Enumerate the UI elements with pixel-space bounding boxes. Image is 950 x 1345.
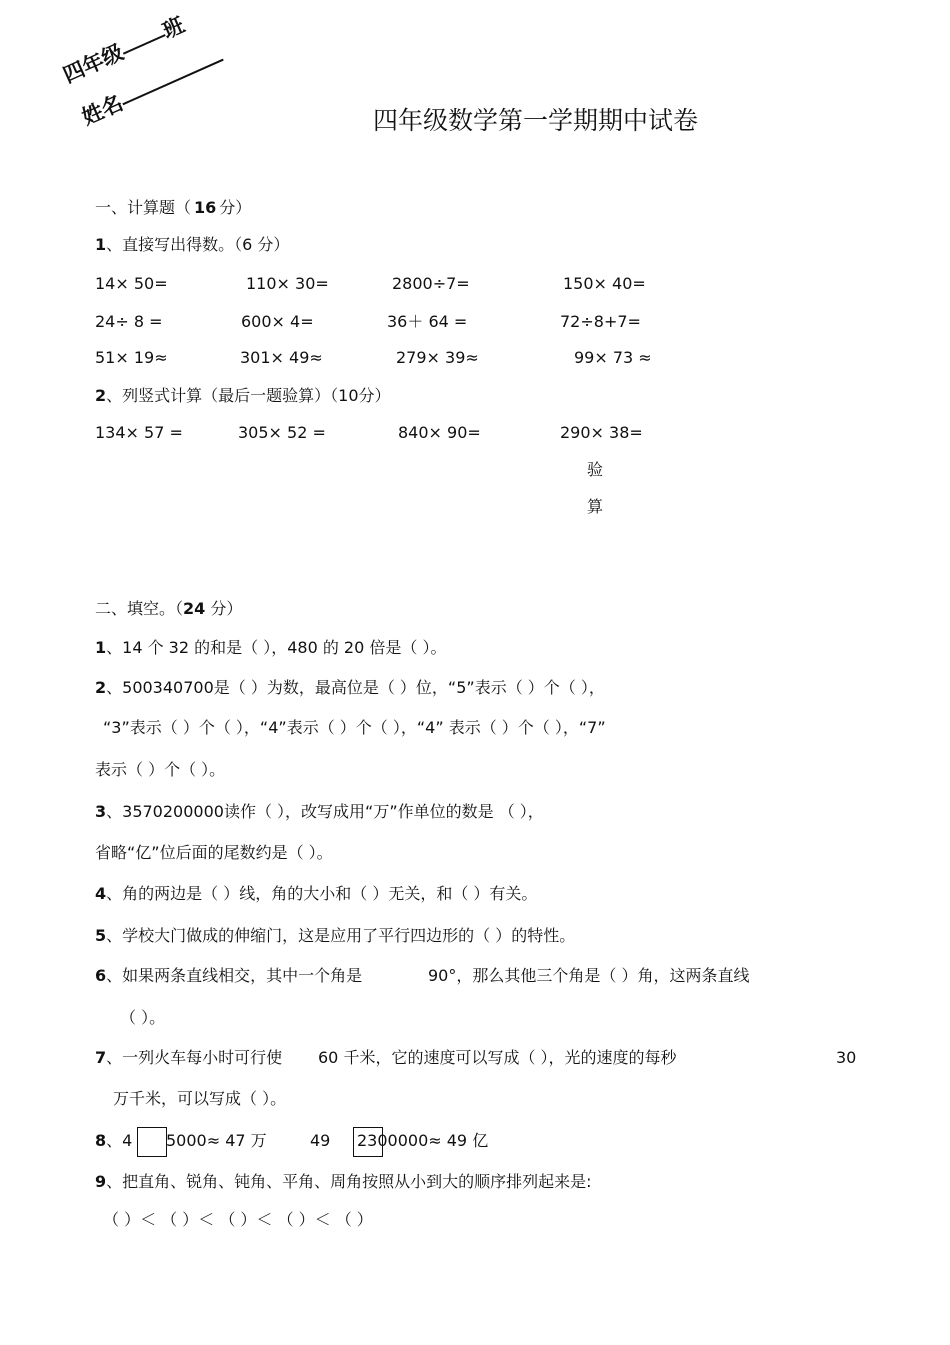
s2-q8-number: 8: [95, 1131, 107, 1150]
name-label: 姓名: [78, 90, 127, 130]
section1-title: 一、计算题（: [95, 198, 192, 217]
section2-title: 二、填空。（: [95, 599, 184, 618]
s1-q1-text: 、直接写出得数。（6 分）: [106, 235, 290, 254]
calc-item: 600× 4=: [241, 312, 314, 331]
answer-box-1[interactable]: [137, 1127, 167, 1157]
s1-question-2: [95, 388, 391, 404]
vertical-calc-item: 305× 52 =: [238, 423, 326, 442]
s2-question-6-line2: （ ）。: [120, 1008, 166, 1027]
s1-q1-number: 1: [95, 235, 107, 254]
s2-question-9: [95, 1174, 592, 1190]
s2-q4-number: 4: [95, 884, 107, 903]
s1-q2-text: 、列竖式计算（最后一题验算）（10分）: [106, 386, 391, 405]
s2-q8-part2: 5000≈ 47 万: [166, 1131, 267, 1150]
s2-question-9-line2: （ ）＜ （ ）＜ （ ）＜ （ ）＜ （ ）: [103, 1210, 373, 1229]
check-label-2: 算: [587, 497, 604, 516]
section2-title-end: 分）: [205, 599, 243, 618]
vertical-calc-item: 840× 90=: [398, 423, 481, 442]
class-name-stamp: [58, 0, 234, 146]
s2-question-7-line1: [95, 1050, 282, 1066]
s2-q9-number: 9: [95, 1172, 107, 1191]
s2-question-7-line2: 万千米，可以写成（ ）。: [113, 1089, 287, 1108]
vertical-calc-item: 134× 57 =: [95, 423, 183, 442]
s2-q8-part4: 2300000≈ 49 亿: [357, 1131, 489, 1150]
grade-label: 四年级: [59, 40, 127, 88]
s2-q3-number: 3: [95, 802, 107, 821]
s2-q7-line1c: 30: [836, 1048, 857, 1067]
s2-q1-text: 、14 个 32 的和是（ ），480 的 20 倍是（ ）。: [106, 638, 447, 657]
s2-q1-number: 1: [95, 638, 107, 657]
s2-question-2-line1: [95, 680, 605, 696]
s2-q7-number: 7: [95, 1048, 107, 1067]
calc-item: 2800÷7=: [392, 274, 470, 293]
s2-question-3-line1: [95, 804, 544, 820]
s2-q8-part1: 、4: [106, 1131, 133, 1150]
calc-item: 279× 39≈: [396, 348, 479, 367]
calc-item: 150× 40=: [563, 274, 646, 293]
s2-question-6-line1: [95, 968, 362, 984]
s2-q2-number: 2: [95, 678, 107, 697]
s2-q4-text: 、角的两边是（ ）线，角的大小和（ ）无关，和（ ）有关。: [106, 884, 538, 903]
s2-q3-line1: 、3570200000读作（ ），改写成用“万”作单位的数是 （ ），: [106, 802, 544, 821]
s2-q7-line1b: 60 千米，它的速度可以写成（ ），光的速度的每秒: [318, 1048, 677, 1067]
calc-item: 14× 50=: [95, 274, 168, 293]
check-label-1: 验: [587, 460, 604, 479]
section1-title-end: 分）: [219, 198, 252, 217]
page-title: 四年级数学第一学期期中试卷: [373, 106, 699, 135]
s1-q2-number: 2: [95, 386, 107, 405]
s2-q6-number: 6: [95, 966, 107, 985]
class-label: 班: [159, 12, 189, 44]
s2-q9-text: 、把直角、锐角、钝角、平角、周角按照从小到大的顺序排列起来是:: [106, 1172, 592, 1191]
s2-q5-number: 5: [95, 926, 107, 945]
s2-q7-line1a: 、一列火车每小时可行使: [106, 1048, 283, 1067]
calc-item: 51× 19≈: [95, 348, 168, 367]
calc-item: 301× 49≈: [240, 348, 323, 367]
section1-heading: [95, 200, 251, 216]
s2-question-4: [95, 886, 537, 902]
s2-q8-part3: 49: [310, 1131, 331, 1150]
calc-item: 99× 73 ≈: [574, 348, 652, 367]
s2-question-5: [95, 928, 575, 944]
s2-question-2-line2: “3”表示（ ）个（ ），“4”表示（ ）个（ ），“4” 表示（ ）个（ ），“7”: [103, 718, 606, 737]
class-blank[interactable]: [116, 18, 166, 55]
s2-question-8: [95, 1133, 132, 1149]
s2-q6-line1b: 90°，那么其他三个角是（ ）角，这两条直线: [428, 966, 750, 985]
s2-question-2-line3: 表示（ ）个（ ）。: [95, 760, 226, 779]
section1-score: 16: [194, 198, 217, 217]
s2-q2-line1: 、500340700是（ ）为数，最高位是（ ）位，“5”表示（ ）个（ ），: [106, 678, 605, 697]
s2-q5-text: 、学校大门做成的伸缩门，这是应用了平行四边形的（ ）的特性。: [106, 926, 576, 945]
section2-score: 24: [183, 599, 206, 618]
calc-item: 110× 30=: [246, 274, 329, 293]
s2-q6-line1a: 、如果两条直线相交，其中一个角是: [106, 966, 363, 985]
vertical-calc-item: 290× 38=: [560, 423, 643, 442]
calc-item: 24÷ 8 =: [95, 312, 163, 331]
s2-question-3-line2: 省略“亿”位后面的尾数约是（ ）。: [95, 843, 333, 862]
calc-item: 72÷8+7=: [560, 312, 641, 331]
s2-question-1: [95, 640, 446, 656]
section2-heading: [95, 601, 242, 617]
s1-question-1: [95, 237, 289, 253]
calc-item: 36＋ 64 =: [387, 312, 468, 331]
